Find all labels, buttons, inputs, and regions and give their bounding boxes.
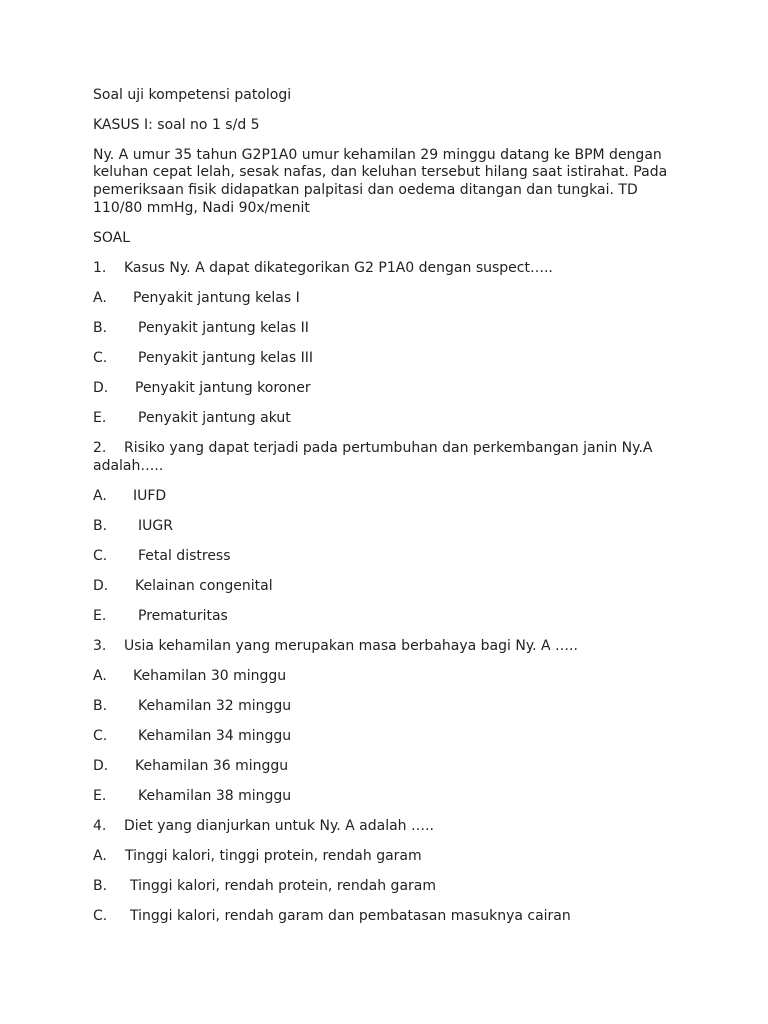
option-letter: D. — [93, 578, 109, 594]
question-4 — [93, 818, 434, 835]
option-letter: E. — [93, 410, 107, 426]
option-item — [93, 608, 228, 625]
option-letter: C. — [93, 728, 108, 744]
option-text: Prematuritas — [138, 608, 228, 624]
question-text: Kasus Ny. A dapat dikategorikan G2 P1A0 dengan suspect….. — [124, 260, 553, 276]
question-number: 2. — [93, 440, 107, 456]
option-letter: C. — [93, 548, 108, 564]
option-item — [93, 668, 286, 685]
soal-heading: SOAL — [93, 230, 131, 246]
option-letter: B. — [93, 320, 108, 336]
option-text: Kehamilan 36 minggu — [135, 758, 289, 774]
case-heading: KASUS I: soal no 1 s/d 5 — [93, 117, 260, 133]
option-text: Kehamilan 34 minggu — [138, 728, 292, 744]
option-item — [93, 788, 291, 805]
option-text: Kehamilan 32 minggu — [138, 698, 292, 714]
case-text-line: keluhan cepat lelah, sesak nafas, dan keluhan tersebut hilang saat istirahat. Pada — [93, 164, 668, 180]
option-item — [93, 350, 313, 367]
option-item — [93, 698, 291, 715]
question-number: 1. — [93, 260, 107, 276]
option-letter: A. — [93, 290, 107, 306]
question-text: Risiko yang dapat terjadi pada pertumbuhan dan perkembangan janin Ny.A — [124, 440, 653, 456]
option-letter: B. — [93, 518, 108, 534]
option-item — [93, 290, 300, 307]
question-text: Usia kehamilan yang merupakan masa berbahaya bagi Ny. A ….. — [124, 638, 578, 654]
option-item — [93, 380, 311, 397]
option-text: Tinggi kalori, rendah protein, rendah garam — [130, 878, 436, 894]
option-letter: E. — [93, 788, 107, 804]
option-text: Penyakit jantung koroner — [135, 380, 311, 396]
document-title: Soal uji kompetensi patologi — [93, 87, 292, 103]
option-letter: C. — [93, 908, 108, 924]
case-text-line: Ny. A umur 35 tahun G2P1A0 umur kehamilan 29 minggu datang ke BPM dengan — [93, 147, 662, 163]
question-1 — [93, 260, 553, 277]
option-item — [93, 518, 173, 535]
option-letter: B. — [93, 698, 108, 714]
question-number: 4. — [93, 818, 107, 834]
option-text: IUGR — [138, 518, 173, 534]
option-item — [93, 410, 291, 427]
option-text: IUFD — [133, 488, 167, 504]
option-text: Kehamilan 38 minggu — [138, 788, 292, 804]
option-text: Penyakit jantung kelas III — [138, 350, 313, 366]
option-letter: D. — [93, 758, 109, 774]
case-text-line: pemeriksaan fisik didapatkan palpitasi dan oedema ditangan dan tungkai. TD — [93, 182, 638, 198]
question-3 — [93, 638, 578, 655]
option-item — [93, 320, 309, 337]
option-text: Tinggi kalori, rendah garam dan pembatasan masuknya cairan — [130, 908, 571, 924]
option-text: Penyakit jantung kelas I — [133, 290, 300, 306]
option-item — [93, 548, 231, 565]
option-item — [93, 578, 273, 595]
option-item — [93, 488, 166, 505]
option-text: Fetal distress — [138, 548, 231, 564]
option-item — [93, 908, 571, 925]
question-2 — [93, 440, 652, 457]
option-letter: A. — [93, 848, 107, 864]
option-item — [93, 728, 291, 745]
option-text: Penyakit jantung kelas II — [138, 320, 309, 336]
question-text-continuation: adalah….. — [93, 458, 164, 474]
option-letter: A. — [93, 488, 107, 504]
option-letter: D. — [93, 380, 109, 396]
option-text: Kelainan congenital — [135, 578, 273, 594]
option-letter: A. — [93, 668, 107, 684]
case-text-line: 110/80 mmHg, Nadi 90x/menit — [93, 200, 310, 216]
option-letter: C. — [93, 350, 108, 366]
option-item — [93, 878, 436, 895]
option-text: Tinggi kalori, tinggi protein, rendah garam — [125, 848, 422, 864]
option-text: Kehamilan 30 minggu — [133, 668, 287, 684]
option-letter: B. — [93, 878, 108, 894]
question-number: 3. — [93, 638, 107, 654]
option-item — [93, 848, 422, 865]
question-text: Diet yang dianjurkan untuk Ny. A adalah ….. — [124, 818, 434, 834]
option-item — [93, 758, 288, 775]
option-text: Penyakit jantung akut — [138, 410, 291, 426]
option-letter: E. — [93, 608, 107, 624]
